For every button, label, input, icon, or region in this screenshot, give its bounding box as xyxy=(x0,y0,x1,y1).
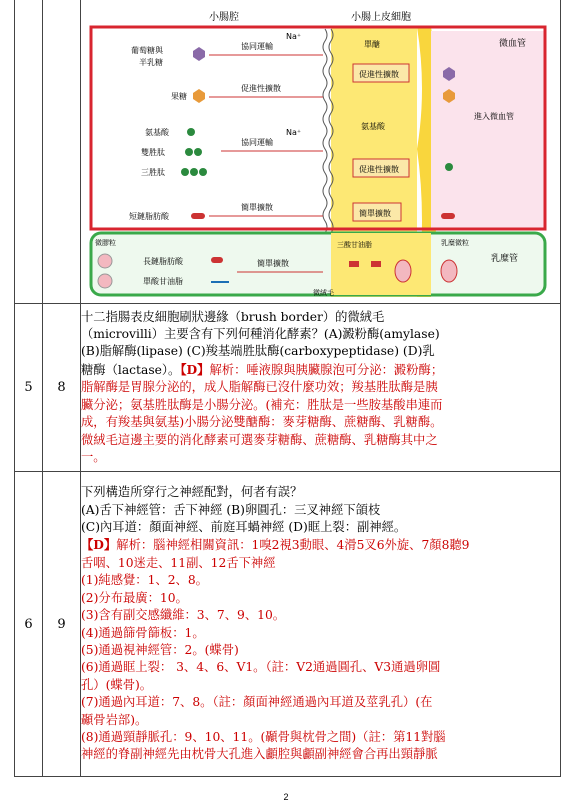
cell-aa-label: 氨基酸 xyxy=(361,122,385,131)
question-line: 十二指腸表皮細胞刷狀邊緣（brush border）的微絨毛 xyxy=(81,309,385,324)
triglyceride-label: 三酸甘油脂 xyxy=(337,241,372,249)
explanation-line: 舌咽、10迷走、11副、12舌下神經 xyxy=(81,555,276,570)
na-label-1: Na⁺ xyxy=(286,32,302,41)
micelle-icon-1 xyxy=(98,254,112,268)
long-fa-icon xyxy=(211,257,223,263)
tripeptide-icon-a xyxy=(181,168,189,176)
aa-label: 氨基酸 xyxy=(145,128,169,137)
scfa-blood-icon xyxy=(441,213,455,219)
explanation-text: 解析：腦神經相關資訊：1嗅2視3動眼、4滑5叉6外旋、7顏8聽9 xyxy=(116,538,470,553)
monosaccharide-label: 單醣 xyxy=(364,40,380,49)
question-number-cell xyxy=(43,0,81,304)
facilitated-label-cell: 促進性擴散 xyxy=(359,70,399,79)
glucose-label-2: 半乳糖 xyxy=(139,58,163,67)
question-text xyxy=(81,309,560,467)
answer-tag: 【D】 xyxy=(81,537,117,553)
facilitated-label-1: 促進性擴散 xyxy=(241,84,281,93)
chylomicron-icon-1 xyxy=(395,260,411,282)
chylomicron-label: 乳糜微粒 xyxy=(441,239,469,247)
dipeptide-icon-a xyxy=(185,148,193,156)
question-line xyxy=(81,361,560,379)
cotransport-label-2: 協同運輸 xyxy=(241,138,273,147)
answer-tag: 【D】 xyxy=(180,361,210,377)
explanation-line: 解析：唾液腺與胰臟腺泡可分泌：澱粉酶； xyxy=(209,362,444,377)
explanation-line: (2)分布最廣：10。 xyxy=(81,590,188,605)
na-label-2: Na⁺ xyxy=(286,128,302,137)
explanation-line: 臟分泌；氨基胜肽酶是小腸分泌。(補充：胜肽是一些胺基酸串連而 xyxy=(81,397,443,412)
explanation-line: 成，有羧基與氨基)小腸分泌雙醣酶：麥芽糖酶、蔗糖酶、乳糖酶。 xyxy=(81,415,443,430)
chylomicron-icon-2 xyxy=(441,260,457,282)
dipeptide-label: 雙胜肽 xyxy=(141,148,165,157)
question-content xyxy=(81,472,561,777)
question-content xyxy=(81,304,561,472)
explanation-line: 神經的脊副神經先由枕骨大孔進入顱腔與顱副神經會合再出頸靜脈 xyxy=(81,747,438,762)
row-index-cell xyxy=(15,0,43,304)
micelle-icon-2 xyxy=(98,274,112,288)
scfa-icon xyxy=(191,213,205,219)
explanation-line: (1)純感覺：1、2、8。 xyxy=(81,573,208,588)
lacteal-label: 乳糜管 xyxy=(491,254,519,264)
diagram-cell xyxy=(81,0,561,304)
cotransport-label-1: 協同運輸 xyxy=(241,42,273,51)
explanation-line: (7)通過內耳道：7、8。（註：顏面神經通過內耳道及莖乳孔）(在 xyxy=(81,695,433,710)
question-line: 下列構造所穿行之神經配對，何者有誤？ xyxy=(81,485,303,500)
explanation-line: 顳骨岩部)。 xyxy=(81,712,148,727)
simple-label-cell: 簡單擴散 xyxy=(359,209,391,218)
explanation-line: 孔）(蝶骨)。 xyxy=(81,677,153,692)
page-number: 2 xyxy=(283,792,289,802)
aa-blood-icon xyxy=(445,163,453,171)
tripeptide-icon-c xyxy=(199,168,207,176)
explanation-line: 一。 xyxy=(81,449,106,464)
scfa-label: 短鏈脂肪酸 xyxy=(129,212,169,221)
question-text xyxy=(81,484,560,764)
long-fa-label: 長鏈脂肪酸 xyxy=(143,257,183,266)
question-row-5 xyxy=(15,304,561,472)
fructose-label: 果糖 xyxy=(171,92,187,101)
monoglyceride-label: 單酸甘油脂 xyxy=(143,277,183,286)
simple-diffusion-label: 簡單擴散 xyxy=(241,203,273,212)
diagram-row xyxy=(15,0,561,304)
glucose-label-1: 葡萄糖與 xyxy=(131,46,163,55)
tg-icon-1 xyxy=(349,261,359,267)
fructose-icon xyxy=(193,89,205,103)
tg-icon-2 xyxy=(371,261,381,267)
tripeptide-icon-b xyxy=(190,168,198,176)
header-lumen: 小腸腔 xyxy=(209,12,239,23)
question-line: (B)脂解酶(lipase) (C)羧基端胜肽酶(carboxypeptidase) (D)乳 xyxy=(81,344,435,359)
row-index-cell: 5 xyxy=(15,304,43,472)
simple-diffusion-label-2: 簡單擴散 xyxy=(257,259,289,268)
row-index-cell: 6 xyxy=(15,472,43,777)
microvilli-label: 微絨毛 xyxy=(313,289,334,297)
question-line: (A)舌下神經管：舌下神經 (B)卵圓孔：三叉神經下頜枝 xyxy=(81,502,381,517)
explanation-line: (8)通過頸靜脈孔：9、10、11。(顳骨與枕骨之間)（註：第11對腦 xyxy=(81,729,446,744)
question-number-cell: 8 xyxy=(43,304,81,472)
micelle-label: 微膠粒 xyxy=(95,239,116,247)
explanation-line: 微絨毛這邊主要的消化酵素可選麥芽糖酶、蔗糖酶、乳糖酶其中之 xyxy=(81,432,438,447)
explanation-line: (5)通過視神經管：2。(蝶骨) xyxy=(81,642,239,657)
enter-capillary-label: 進入微血管 xyxy=(474,112,514,121)
dipeptide-icon-b xyxy=(194,148,202,156)
explanation-line: (4)通過篩骨篩板：1。 xyxy=(81,625,205,640)
tripeptide-label: 三胜肽 xyxy=(141,168,165,177)
capillary-region xyxy=(431,31,545,229)
question-number-cell: 9 xyxy=(43,472,81,777)
question-row-6 xyxy=(15,472,561,777)
aa-icon xyxy=(187,128,195,136)
intestinal-absorption-diagram xyxy=(81,0,559,299)
glucose-icon xyxy=(193,47,205,61)
explanation-line: 脂解酶是胃腺分泌的，成人脂解酶已沒什麼功效；羧基胜肽酶是胰 xyxy=(81,380,438,395)
capillary-label: 微血管 xyxy=(499,39,527,49)
explanation-line xyxy=(81,536,560,554)
question-line: (C)內耳道：顏面神經、前庭耳蝸神經 (D)眶上裂：副神經。 xyxy=(81,520,407,535)
explanation-line: (6)通過眶上裂： 3、4、6、V1。（註：V2通過圓孔、V3通過卵圓 xyxy=(81,660,441,675)
question-table xyxy=(14,0,561,777)
facilitated-label-cell-2: 促進性擴散 xyxy=(359,165,399,174)
question-line: （microvilli）主要含有下列何種消化酵素？(A)澱粉酶(amylase) xyxy=(81,327,440,342)
question-line-text: 糖酶（lactase）。 xyxy=(81,362,181,377)
explanation-line: (3)含有副交感纖維：3、7、9、10。 xyxy=(81,608,286,623)
header-cell: 小腸上皮細胞 xyxy=(351,12,411,23)
